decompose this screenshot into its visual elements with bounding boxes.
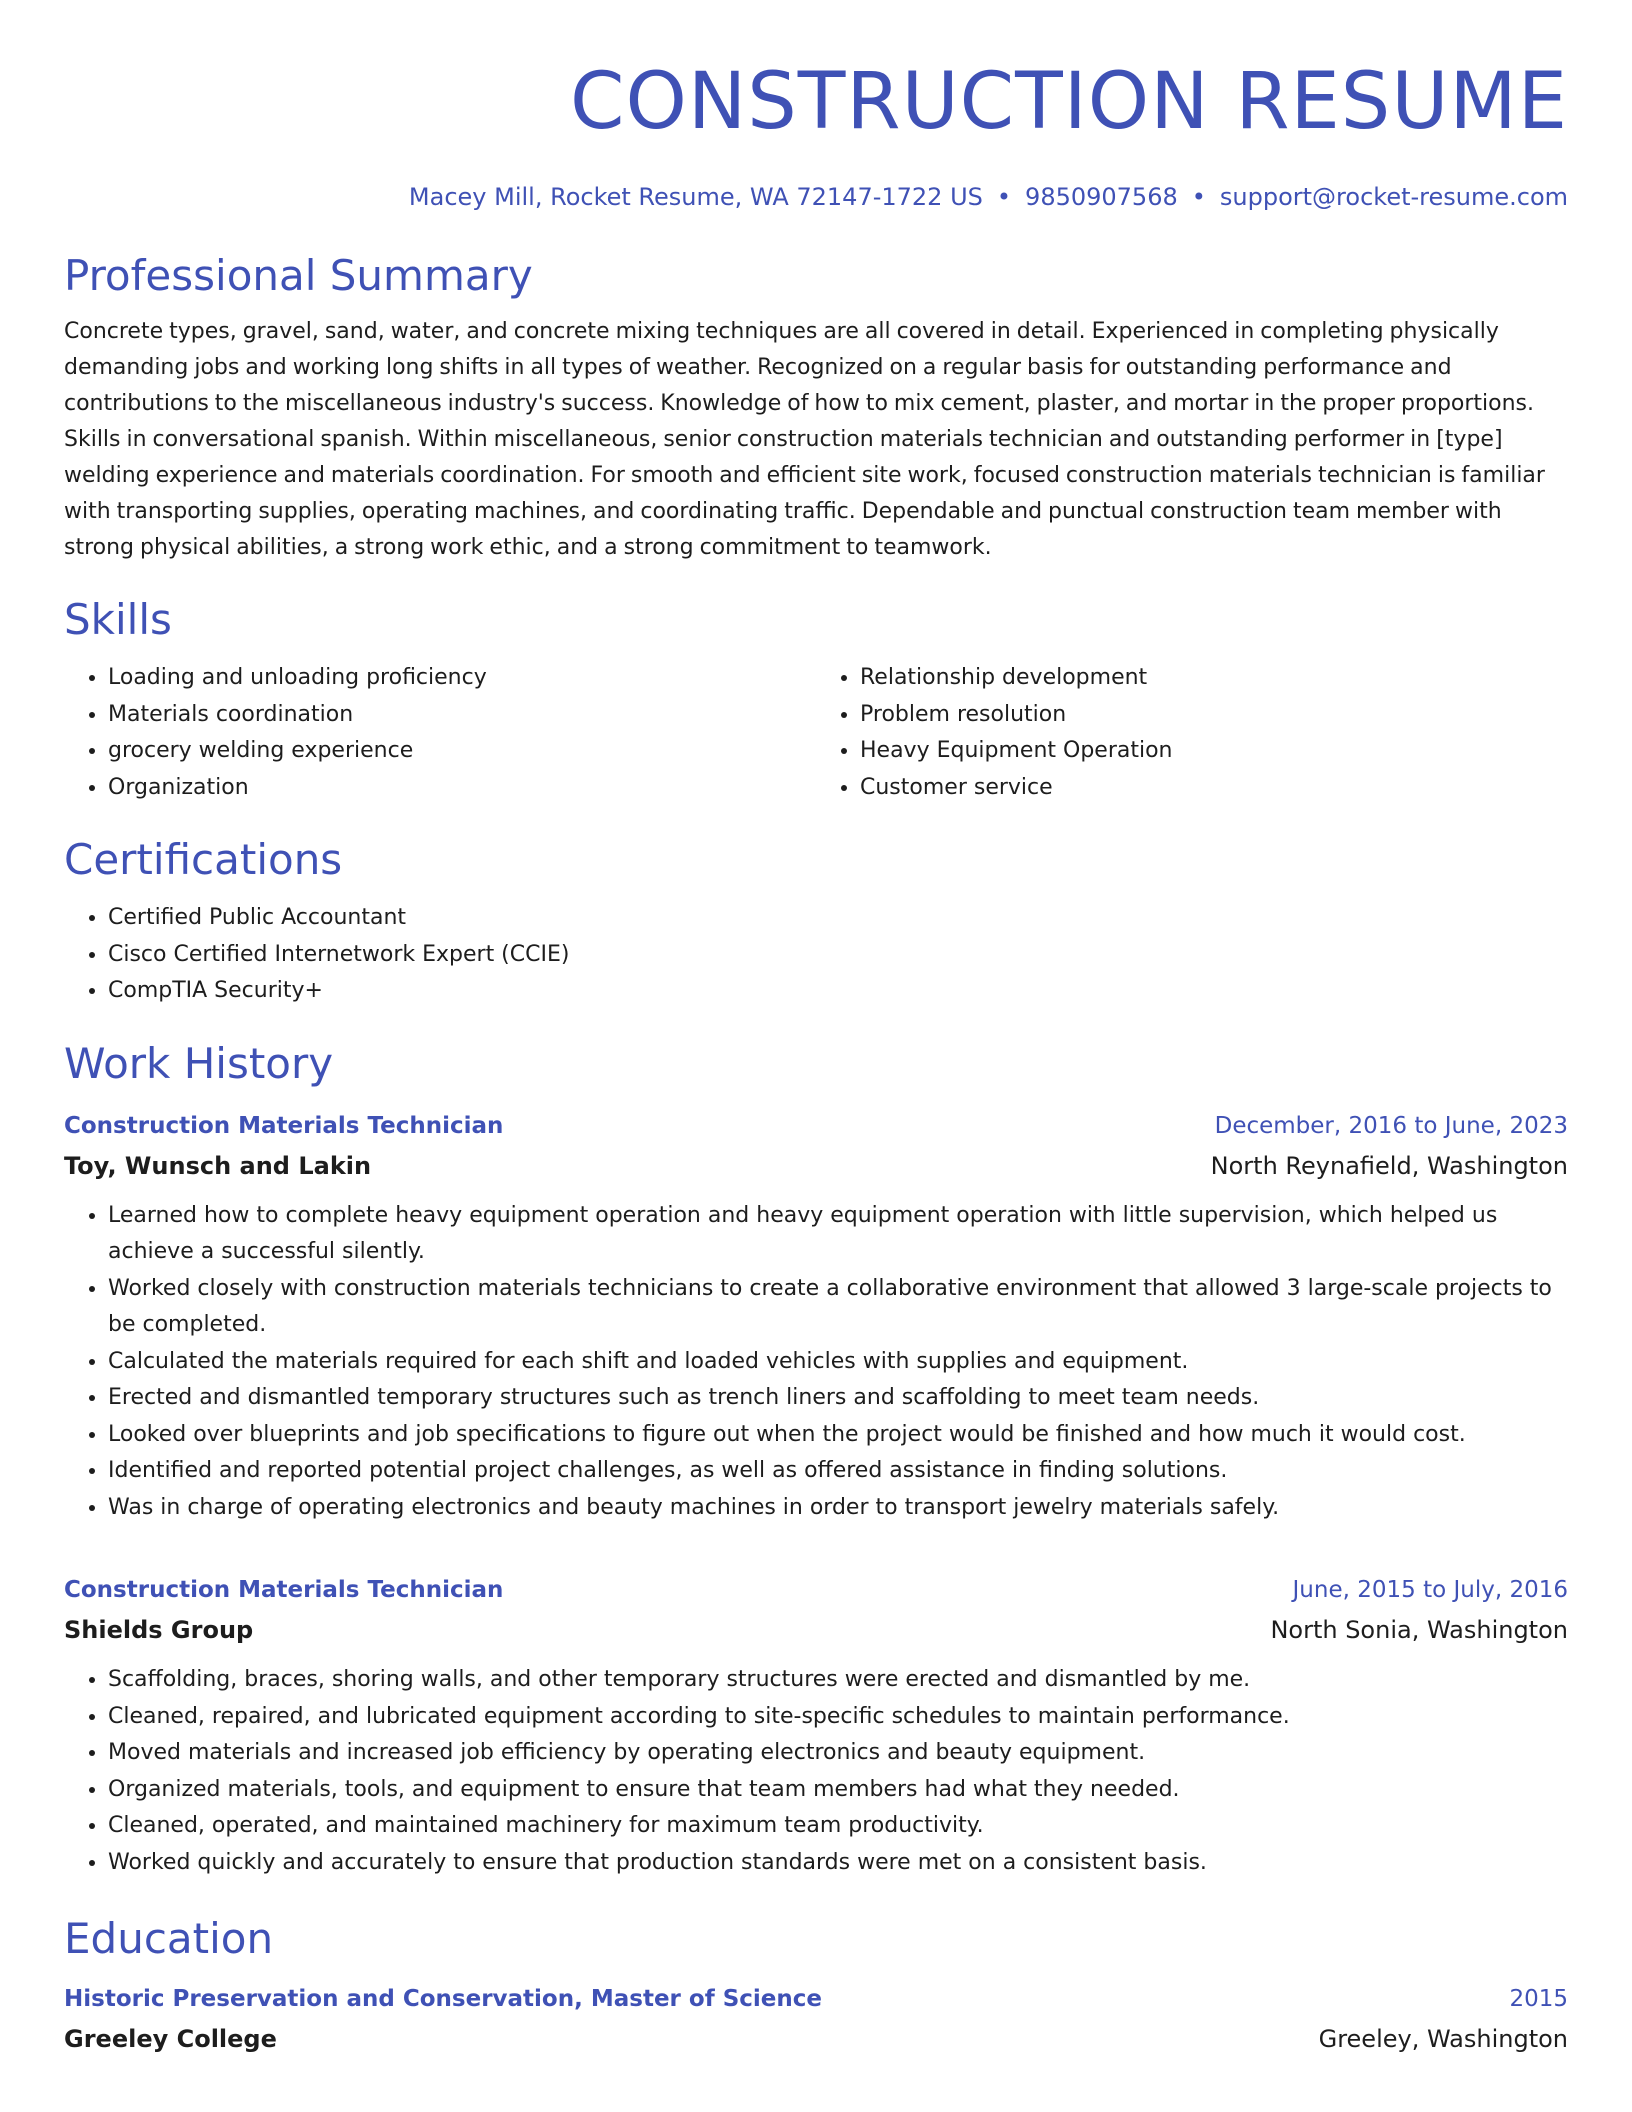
job-company: Toy, Wunsch and Lakin — [64, 1151, 372, 1180]
skill-item: • Relationship development — [860, 660, 1568, 697]
job-bullet: • Organized materials, tools, and equipment to ensure that team members had what they needed. — [108, 1772, 1568, 1809]
job-bullet: • Moved materials and increased job efficiency by operating electronics and beauty equipment. — [108, 1735, 1568, 1772]
skill-item: • Loading and unloading proficiency — [108, 660, 816, 697]
job-bullet: • Scaffolding, braces, shoring walls, and other temporary structures were erected and dismantled by me. — [108, 1662, 1568, 1699]
skills-heading: Skills — [64, 595, 172, 644]
job-bullet: • Worked closely with construction materials technicians to create a collaborative environment that allowed 3 large-scale projects to be completed. — [108, 1271, 1568, 1344]
education-location: Greeley, Washington — [1318, 2025, 1568, 2053]
work-history-heading: Work History — [64, 1038, 334, 1088]
skill-item: • Materials coordination — [108, 697, 816, 734]
skills-right-list — [816, 660, 1568, 806]
job-entry — [64, 1570, 1568, 1881]
skill-item: • Heavy Equipment Operation — [860, 733, 1568, 770]
resume-header — [64, 52, 1568, 214]
job-dates: December, 2016 to June, 2023 — [1214, 1112, 1568, 1139]
job-location: North Sonia, Washington — [1270, 1616, 1568, 1644]
job-dates: June, 2015 to July, 2016 — [1292, 1577, 1568, 1603]
job-title: Construction Materials Technician — [64, 1112, 504, 1139]
job-entry — [64, 1106, 1568, 1527]
resume-title: CONSTRUCTION RESUME — [570, 57, 1568, 147]
contact-address: Macey Mill, Rocket Resume, WA 72147-1722 US — [408, 183, 983, 211]
certification-item: • Certified Public Accountant — [108, 900, 1568, 937]
education-degree: Historic Preservation and Conservation, Master of Science — [64, 1986, 823, 2012]
job-company: Shields Group — [64, 1616, 254, 1644]
job-header-row — [64, 1106, 1568, 1146]
certifications-heading: Certifications — [64, 835, 343, 884]
skills-left-list — [64, 660, 816, 806]
contact-phone: 9850907568 — [1025, 183, 1178, 211]
contact-separator: • — [996, 183, 1012, 211]
job-company-row — [64, 1610, 1568, 1650]
summary-heading: Professional Summary — [64, 251, 533, 300]
contact-email[interactable]: support@rocket-resume.com — [1219, 183, 1568, 211]
job-bullet: • Identified and reported potential project challenges, as well as offered assistance in finding solutions. — [108, 1453, 1568, 1490]
job-bullet: • Cleaned, operated, and maintained machinery for maximum team productivity. — [108, 1808, 1568, 1845]
education-school-row — [64, 2019, 1568, 2059]
skill-item: • Customer service — [860, 770, 1568, 807]
skills-columns — [64, 660, 1568, 806]
education-entry — [64, 1979, 1568, 2059]
certifications-list — [64, 900, 1568, 1010]
skill-item: • grocery welding experience — [108, 733, 816, 770]
contact-line — [64, 180, 1568, 214]
education-year: 2015 — [1509, 1986, 1568, 2012]
job-bullet: • Worked quickly and accurately to ensure that production standards were met on a consistent basis. — [108, 1845, 1568, 1882]
job-header-row — [64, 1570, 1568, 1610]
job-bullet: • Was in charge of operating electronics and beauty machines in order to transport jewelry materials safely. — [108, 1490, 1568, 1527]
education-degree-row — [64, 1979, 1568, 2019]
job-title: Construction Materials Technician — [64, 1577, 504, 1603]
skill-item: • Problem resolution — [860, 697, 1568, 734]
skill-item: • Organization — [108, 770, 816, 807]
job-company-row — [64, 1146, 1568, 1186]
job-bullet: • Calculated the materials required for each shift and loaded vehicles with supplies and equipment. — [108, 1344, 1568, 1381]
job-bullet: • Cleaned, repaired, and lubricated equipment according to site-specific schedules to maintain performance. — [108, 1699, 1568, 1736]
job-location: North Reynafield, Washington — [1210, 1151, 1568, 1180]
certification-item: • CompTIA Security+ — [108, 973, 1568, 1010]
education-heading: Education — [64, 1914, 274, 1963]
job-bullet: • Learned how to complete heavy equipment operation and heavy equipment operation with little supervision, which helped us achieve a successful silently. — [108, 1198, 1568, 1271]
resume-page — [64, 52, 1568, 2059]
education-school: Greeley College — [64, 2025, 277, 2053]
certification-item: • Cisco Certified Internetwork Expert (CCIE) — [108, 937, 1568, 974]
contact-separator: • — [1191, 183, 1206, 211]
job-bullet: • Looked over blueprints and job specifications to figure out when the project would be finished and how much it would cost. — [108, 1417, 1568, 1454]
job-bullets — [64, 1662, 1568, 1881]
job-bullets — [64, 1198, 1568, 1527]
job-bullet: • Erected and dismantled temporary structures such as trench liners and scaffolding to meet team needs. — [108, 1380, 1568, 1417]
summary-text: Concrete types, gravel, sand, water, and concrete mixing techniques are all covered in detail. Experienced in completing physically demanding jobs and working long shifts in all types of weather. Recognized on a regular basis for outstanding performance and contributions to the miscellaneous industry's success. Knowledge of how to mix cement, plaster, and mortar in the proper proportions. Skills in conversational spanish. Within miscellaneous, senior construction materials technician and outstanding performer in [type] welding experience and materials coordination. For smooth and efficient site work, focused construction materials technician is familiar with transporting supplies, operating machines, and coordinating traffic. Dependable and punctual construction team member with strong physical abilities, a strong work ethic, and a strong commitment to teamwork. — [64, 319, 1545, 560]
